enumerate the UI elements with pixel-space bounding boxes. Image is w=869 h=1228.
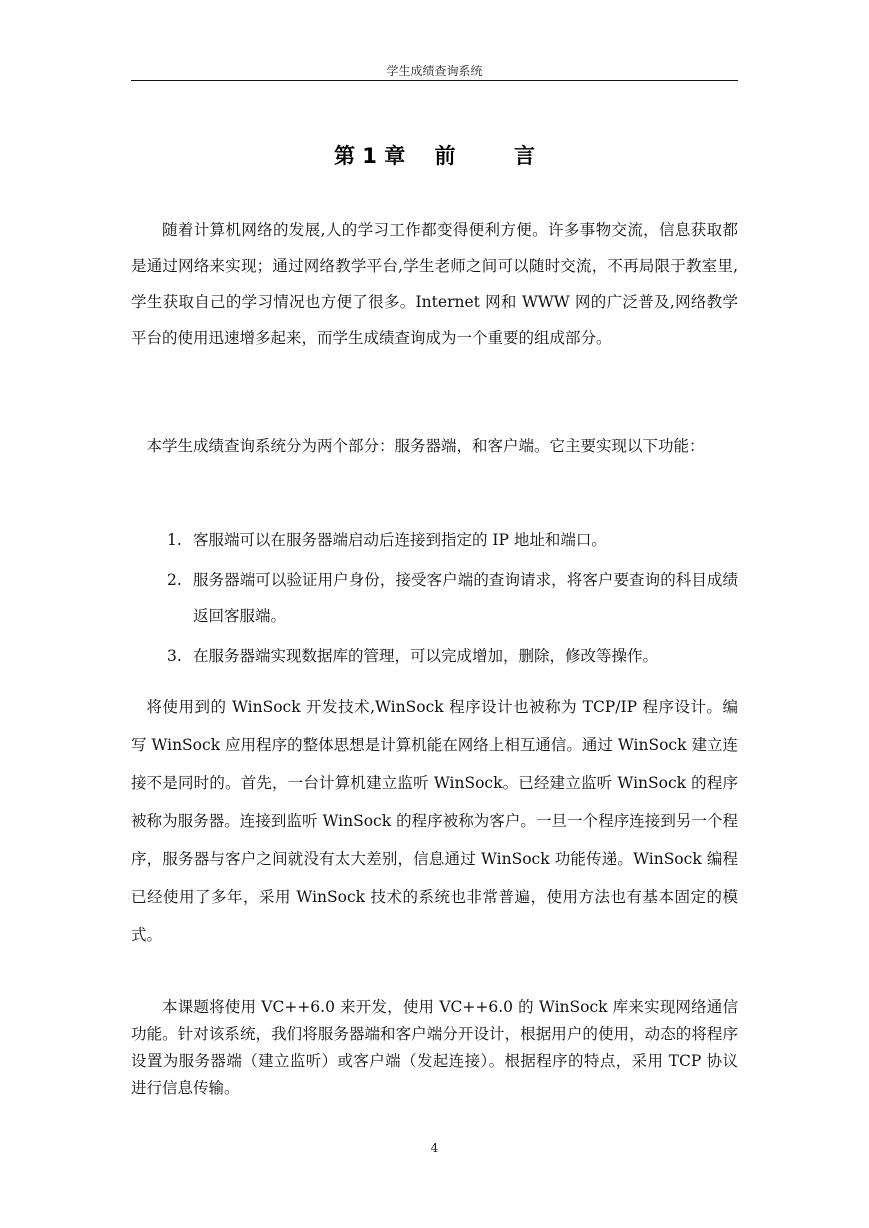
chapter-title bbox=[0, 140, 869, 170]
overview-paragraph: 本学生成绩查询系统分为两个部分：服务器端，和客户端。它主要实现以下功能： bbox=[146, 437, 705, 455]
list-item bbox=[131, 522, 738, 558]
list-item bbox=[131, 562, 738, 634]
winsock-paragraph: 将使用到的 WinSock 开发技术,WinSock 程序设计也被称为 TCP/IP 程序设计。编写 WinSock 应用程序的整体思想是计算机能在网络上相互通信。通过 WinSock 建立连接不是同时的。首先，一台计算机建立监听 WinSock。已经建立监听 WinSock 的程序被称为服务器。连接到监听 WinSock 的程序被称为客户。一旦一个程序连接到另一个程序，服务器与客户之间就没有太大差别，信息通过 WinSock 功能传递。WinSock 编程已经使用了多年，采用 WinSock 技术的系统也非常普遍，使用方法也有基本固定的模式。 bbox=[131, 698, 738, 944]
chapter-title-word-1: 前 bbox=[434, 144, 456, 168]
list-item-number: 1. bbox=[167, 531, 182, 549]
topic-paragraph: 本课题将使用 VC++6.0 来开发，使用 VC++6.0 的 WinSock 库来实现网络通信功能。针对该系统，我们将服务器端和客户端分开设计，根据用户的使用，动态的将程序设置为服务器端（建立监听）或客户端（发起连接）。根据程序的特点，采用 TCP 协议进行信息传输。 bbox=[131, 998, 738, 1097]
header-divider bbox=[131, 80, 738, 81]
list-item bbox=[131, 638, 738, 674]
chapter-title-word-2: 言 bbox=[513, 144, 535, 168]
running-header: 学生成绩查询系统 bbox=[386, 64, 483, 78]
intro-paragraph: 随着计算机网络的发展,人的学习工作都变得便利方便。许多事物交流，信息获取都是通过网络来实现；通过网络教学平台,学生老师之间可以随时交流，不再局限于教室里,学生获取自己的学习情况也方便了很多。Internet 网和 WWW 网的广泛普及,网络教学平台的使用迅速增多起来，而学生成绩查询成为一个重要的组成部分。 bbox=[131, 221, 738, 347]
list-item-text: 在服务器端实现数据库的管理，可以完成增加，删除，修改等操作。 bbox=[193, 647, 659, 665]
list-item-text: 服务器端可以验证用户身份，接受客户端的查询请求，将客户要查询的科目成绩返回客服端。 bbox=[193, 571, 738, 625]
list-item-number: 3. bbox=[167, 647, 182, 665]
chapter-number: 第 1 章 bbox=[334, 144, 406, 168]
list-item-text: 客服端可以在服务器端启动后连接到指定的 IP 地址和端口。 bbox=[193, 531, 607, 549]
feature-list bbox=[131, 522, 738, 678]
page-number: 4 bbox=[430, 1141, 439, 1155]
list-item-number: 2. bbox=[167, 571, 182, 589]
